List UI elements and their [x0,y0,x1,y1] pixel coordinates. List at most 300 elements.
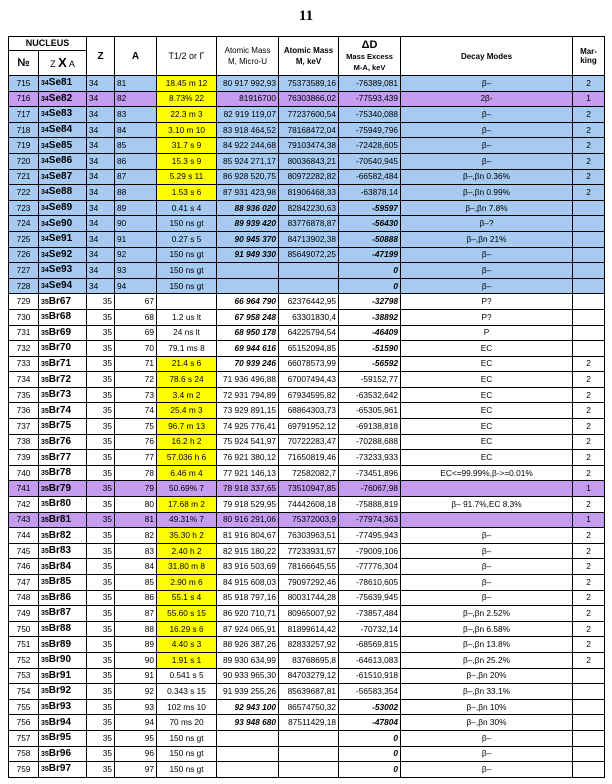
nuclide-z-prefix: 34 [41,142,49,150]
half-life: 31.80 m 8 [157,559,217,575]
nuclide-symbol [39,450,87,466]
nuclide-symbol [39,699,87,715]
atomic-mass-kev [279,746,339,762]
atomic-mass-micro-u: 90 945 370 [217,231,279,247]
marking: 2 [573,372,605,388]
atomic-mass-micro-u [217,278,279,294]
atomic-mass-kev: 78168472,04 [279,122,339,138]
row-number: 746 [9,559,39,575]
nuclide-z-prefix: 35 [41,641,49,649]
nuclide-z-prefix: 35 [41,548,49,556]
header-atomic-mass-micro [217,37,279,76]
mass-excess: -76067,98 [339,481,401,497]
row-z: 35 [87,403,115,419]
mass-excess: -47804 [339,715,401,731]
row-z: 34 [87,138,115,154]
row-number: 737 [9,419,39,435]
mass-excess: -76389,081 [339,76,401,92]
marking: 2 [573,169,605,185]
atomic-mass-kev: 74442608,18 [279,497,339,513]
nuclide-element: Br73 [48,389,72,401]
half-life: 150 ns gt [157,263,217,279]
atomic-mass-micro-u: 87 924 065,91 [217,621,279,637]
mass-excess: -32798 [339,294,401,310]
atomic-mass-micro-u: 88 936 020 [217,200,279,216]
atomic-mass-kev: 63301830,4 [279,309,339,325]
marking: 2 [573,185,605,201]
row-z: 35 [87,730,115,746]
row-a: 86 [115,153,157,169]
row-number: 749 [9,606,39,622]
table-row [9,200,605,216]
atomic-mass-micro-u: 84 915 608,03 [217,575,279,591]
decay-modes [401,481,573,497]
nuclide-symbol [39,387,87,403]
row-z: 35 [87,543,115,559]
mass-excess: -65305,961 [339,403,401,419]
marking: 2 [573,590,605,606]
row-number: 744 [9,528,39,544]
nuclide-element: Br80 [48,498,72,510]
decay-modes: β–,βn 0.99% [401,185,573,201]
atomic-mass-micro-u: 81916700 [217,91,279,107]
row-number: 732 [9,341,39,357]
mass-excess: 0 [339,762,401,778]
row-a: 77 [115,450,157,466]
row-z: 34 [87,216,115,232]
row-z: 35 [87,559,115,575]
half-life: 78.6 s 24 [157,372,217,388]
marking: 2 [573,652,605,668]
marking: 1 [573,481,605,497]
nuclide-symbol [39,684,87,700]
atomic-mass-micro-u: 92 943 100 [217,699,279,715]
atomic-mass-kev: 81906468,33 [279,185,339,201]
half-life: 22.3 m 3 [157,107,217,123]
table-header [9,37,605,76]
atomic-mass-micro-u: 66 964 790 [217,294,279,310]
table-row [9,575,605,591]
row-number: 715 [9,76,39,92]
row-number: 721 [9,169,39,185]
decay-modes: β– [401,543,573,559]
marking [573,762,605,778]
nuclide-symbol [39,559,87,575]
row-a: 93 [115,699,157,715]
marking [573,216,605,232]
atomic-mass-micro-u: 78 918 337,65 [217,481,279,497]
marking: 2 [573,465,605,481]
half-life: 150 ns gt [157,216,217,232]
atomic-mass-kev: 69791952,12 [279,419,339,435]
nuclide-element: Se92 [48,248,73,260]
nuclide-element: Se91 [48,233,73,245]
table-row [9,746,605,762]
row-a: 81 [115,512,157,528]
nuclide-symbol [39,590,87,606]
marking [573,231,605,247]
table-row [9,590,605,606]
row-a: 90 [115,216,157,232]
nuclide-element: Br77 [48,451,72,463]
atomic-mass-micro-u: 69 944 616 [217,341,279,357]
mass-excess: -38892 [339,309,401,325]
nuclide-symbol [39,652,87,668]
marking: 2 [573,450,605,466]
atomic-mass-kev: 81899614,42 [279,621,339,637]
row-z: 34 [87,185,115,201]
decay-modes: β– 91.7%,EC 8.3% [401,497,573,513]
atomic-mass-micro-u: 85 918 797,16 [217,590,279,606]
atomic-mass-micro-u: 88 926 387,26 [217,637,279,653]
nuclide-element: Br78 [48,467,72,479]
table-row [9,512,605,528]
row-z: 35 [87,387,115,403]
row-a: 97 [115,762,157,778]
row-a: 92 [115,684,157,700]
marking [573,341,605,357]
decay-modes: 2β- [401,91,573,107]
decay-modes: β– [401,76,573,92]
row-a: 70 [115,341,157,357]
table-row [9,138,605,154]
atomic-mass-kev: 68864303,73 [279,403,339,419]
atomic-mass-micro-u: 84 922 244,68 [217,138,279,154]
nuclide-symbol [39,621,87,637]
nuclide-z-prefix: 35 [41,626,49,634]
decay-modes: β– [401,107,573,123]
marking: 2 [573,419,605,435]
row-number: 727 [9,263,39,279]
atomic-mass-micro-u [217,746,279,762]
atomic-mass-kev: 80972282,82 [279,169,339,185]
nuclide-z-prefix: 35 [41,610,49,618]
nuclide-z-prefix: 35 [41,532,49,540]
atomic-mass-micro-u: 82 919 119,07 [217,107,279,123]
mass-excess: -75639,945 [339,590,401,606]
decay-modes: β– [401,762,573,778]
row-a: 93 [115,263,157,279]
decay-modes [401,512,573,528]
table-row [9,169,605,185]
nuclide-z-prefix: 35 [41,704,49,712]
mass-excess: -63532,642 [339,387,401,403]
decay-modes: EC<=99.99%,β->=0.01% [401,465,573,481]
row-number: 740 [9,465,39,481]
nuclide-symbol [39,231,87,247]
decay-modes: EC [401,372,573,388]
nuclide-element: Se87 [48,170,73,182]
decay-modes: β–,βn 30% [401,715,573,731]
nuclide-z-prefix: 34 [41,158,49,166]
nuclide-element: Br76 [48,435,72,447]
atomic-mass-kev: 65152094,85 [279,341,339,357]
atomic-mass-kev: 70722283,47 [279,434,339,450]
half-life: 16.2 h 2 [157,434,217,450]
atomic-mass-micro-u: 70 939 246 [217,356,279,372]
table-row [9,341,605,357]
nuclide-symbol [39,543,87,559]
row-number: 720 [9,153,39,169]
marking [573,715,605,731]
row-number: 730 [9,309,39,325]
half-life: 0.343 s 15 [157,684,217,700]
row-z: 35 [87,481,115,497]
table-row [9,715,605,731]
nuclide-element: Se94 [48,280,73,292]
atomic-mass-kev: 82842230,63 [279,200,339,216]
half-life: 79.1 ms 8 [157,341,217,357]
half-life: 3.10 m 10 [157,122,217,138]
row-a: 84 [115,122,157,138]
decay-modes: EC [401,387,573,403]
nuclide-z-prefix: 34 [41,220,49,228]
row-z: 35 [87,512,115,528]
table-row [9,309,605,325]
atomic-mass-micro-u: 75 924 541,97 [217,434,279,450]
nuclide-symbol [39,356,87,372]
half-life: 8.73% 22 [157,91,217,107]
row-a: 94 [115,715,157,731]
decay-modes: β–,βn 10% [401,699,573,715]
nuclide-z-prefix: 35 [41,563,49,571]
decay-modes: EC [401,356,573,372]
row-a: 73 [115,387,157,403]
nuclide-element: Se84 [48,124,73,136]
nuclide-symbol [39,481,87,497]
row-z: 35 [87,668,115,684]
nuclide-symbol [39,419,87,435]
row-number: 747 [9,575,39,591]
header-atomic-mass-micro-line1: Atomic Mass [224,46,271,55]
row-z: 35 [87,637,115,653]
half-life: 49.31% 7 [157,512,217,528]
marking [573,309,605,325]
nuclide-z-prefix: 34 [41,95,49,103]
nuclide-symbol [39,637,87,653]
table-row [9,247,605,263]
mass-excess: -68569,815 [339,637,401,653]
row-number: 719 [9,138,39,154]
nuclide-z-prefix: 34 [41,173,49,181]
row-number: 728 [9,278,39,294]
row-a: 83 [115,107,157,123]
marking: 1 [573,91,605,107]
atomic-mass-kev: 84703279,12 [279,668,339,684]
nuclide-z-prefix: 35 [41,688,49,696]
decay-modes: β–,βn 25.2% [401,652,573,668]
atomic-mass-kev: 80031744,28 [279,590,339,606]
header-nucleus: NUCLEUS [9,37,87,51]
decay-modes: β– [401,247,573,263]
nuclide-element: Br68 [48,311,72,323]
mass-excess: 0 [339,263,401,279]
decay-modes: β– [401,278,573,294]
header-z: Z [87,37,115,76]
row-z: 35 [87,652,115,668]
nuclide-z-prefix: 35 [41,329,49,337]
mass-excess: -56583,354 [339,684,401,700]
row-a: 83 [115,543,157,559]
nuclide-symbol [39,325,87,341]
half-life: 6.46 m 4 [157,465,217,481]
nuclide-symbol [39,606,87,622]
row-number: 725 [9,231,39,247]
row-number: 716 [9,91,39,107]
nuclide-element: Br94 [48,716,72,728]
nuclide-element: Br72 [48,373,72,385]
row-z: 35 [87,575,115,591]
table-row [9,216,605,232]
half-life: 25.4 m 3 [157,403,217,419]
nuclide-symbol [39,372,87,388]
nuclide-symbol [39,575,87,591]
nuclide-element: Se82 [48,92,73,104]
decay-modes: β– [401,730,573,746]
atomic-mass-micro-u: 89 939 420 [217,216,279,232]
half-life: 102 ms 10 [157,699,217,715]
mass-excess: -77974,363 [339,512,401,528]
nuclide-z-prefix: 34 [41,189,49,197]
table-row [9,325,605,341]
header-marking: Mar-king [573,37,605,76]
row-a: 82 [115,91,157,107]
half-life: 0.41 s 4 [157,200,217,216]
row-number: 753 [9,668,39,684]
nuclide-element: Br93 [48,701,72,713]
row-number: 722 [9,185,39,201]
nuclide-symbol [39,309,87,325]
nuclide-symbol [39,497,87,513]
row-number: 726 [9,247,39,263]
decay-modes: β– [401,575,573,591]
nuclide-z-prefix: 35 [41,360,49,368]
marking: 2 [573,153,605,169]
atomic-mass-kev: 80036843,21 [279,153,339,169]
row-z: 35 [87,590,115,606]
mass-excess: -69138,818 [339,419,401,435]
header-delta-d: ΔD [361,38,378,51]
header-half-life: T1/2 or Γ [157,37,217,76]
row-number: 724 [9,216,39,232]
mass-excess: -56592 [339,356,401,372]
atomic-mass-micro-u: 67 958 248 [217,309,279,325]
nuclide-z-prefix: 35 [41,407,49,415]
atomic-mass-micro-u: 76 921 380,12 [217,450,279,466]
marking: 2 [573,107,605,123]
row-z: 35 [87,684,115,700]
table-row [9,263,605,279]
nuclide-z-prefix: 35 [41,501,49,509]
row-z: 35 [87,309,115,325]
nuclide-element: Br89 [48,638,72,650]
mass-excess: -59152,77 [339,372,401,388]
atomic-mass-kev: 76303866,02 [279,91,339,107]
marking: 1 [573,512,605,528]
nuclide-z-prefix: 35 [41,485,49,493]
decay-modes: P? [401,294,573,310]
nuclide-element: Br74 [48,404,72,416]
table-row [9,372,605,388]
marking: 2 [573,621,605,637]
nuclide-z-prefix: 35 [41,594,49,602]
mass-excess: -59597 [339,200,401,216]
atomic-mass-kev: 67934595,82 [279,387,339,403]
row-number: 718 [9,122,39,138]
table-row [9,621,605,637]
atomic-mass-micro-u: 80 916 291,06 [217,512,279,528]
half-life: 3.4 m 2 [157,387,217,403]
mass-excess: -47199 [339,247,401,263]
atomic-mass-kev: 67007494,43 [279,372,339,388]
row-number: 743 [9,512,39,528]
row-number: 729 [9,294,39,310]
decay-modes: β–,βn 7.8% [401,200,573,216]
row-number: 738 [9,434,39,450]
row-a: 89 [115,637,157,653]
row-z: 35 [87,341,115,357]
decay-modes: EC [401,403,573,419]
table-row [9,606,605,622]
header-atomic-mass-micro-line2: M, Micro-U [227,57,268,66]
nuclide-element: Se86 [48,155,73,167]
marking: 2 [573,356,605,372]
nuclide-symbol [39,341,87,357]
decay-modes: β–,βn 21% [401,231,573,247]
row-a: 96 [115,746,157,762]
half-life: 96.7 m 13 [157,419,217,435]
header-zxa [39,51,87,76]
table-body [9,76,605,778]
atomic-mass-micro-u: 91 939 255,26 [217,684,279,700]
atomic-mass-kev: 79103474,38 [279,138,339,154]
row-z: 35 [87,294,115,310]
atomic-mass-kev: 80965007,92 [279,606,339,622]
nuclide-z-prefix: 34 [41,267,49,275]
decay-modes: β– [401,263,573,279]
nuclide-symbol [39,169,87,185]
mass-excess: -70288,688 [339,434,401,450]
table-row [9,528,605,544]
atomic-mass-micro-u: 90 933 965,30 [217,668,279,684]
table-row [9,122,605,138]
row-number: 759 [9,762,39,778]
atomic-mass-kev: 73510947,85 [279,481,339,497]
nuclide-element: Br91 [48,669,72,681]
nuclide-symbol [39,153,87,169]
nuclide-element: Br87 [48,607,72,619]
row-a: 88 [115,185,157,201]
atomic-mass-kev: 84713902,38 [279,231,339,247]
decay-modes: β–,βn 0.36% [401,169,573,185]
nuclide-symbol [39,200,87,216]
atomic-mass-micro-u [217,730,279,746]
decay-modes: β–,βn 2.52% [401,606,573,622]
table-row [9,559,605,575]
atomic-mass-micro-u: 86 920 710,71 [217,606,279,622]
nuclide-element: Br90 [48,654,72,666]
mass-excess: -73233,933 [339,450,401,466]
nuclide-symbol [39,247,87,263]
row-z: 35 [87,621,115,637]
atomic-mass-kev [279,263,339,279]
half-life: 55.60 s 15 [157,606,217,622]
nuclide-symbol [39,512,87,528]
row-a: 85 [115,138,157,154]
nuclide-element: Br81 [48,513,72,525]
row-z: 35 [87,606,115,622]
row-a: 71 [115,356,157,372]
